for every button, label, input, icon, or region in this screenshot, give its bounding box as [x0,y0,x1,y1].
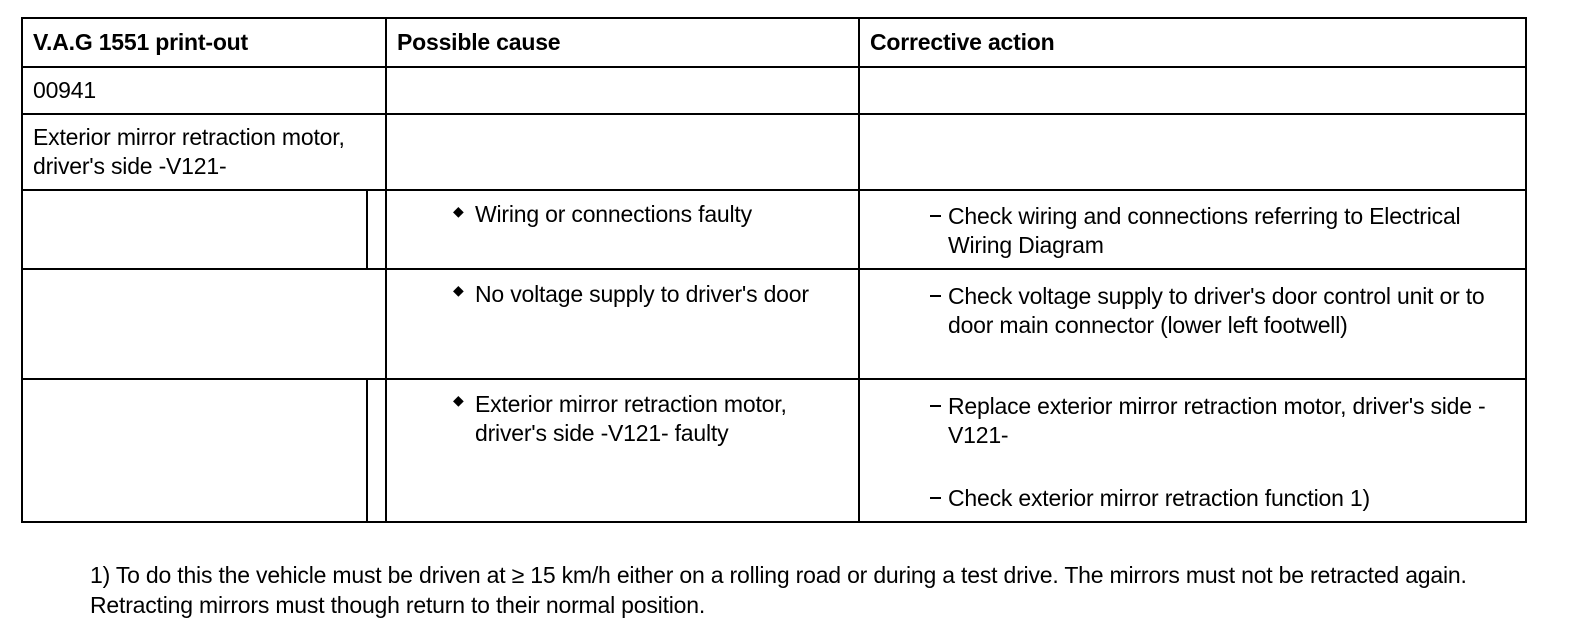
action-text: Check voltage supply to driver's door control unit or to door main connector (lower left footwell) [948,283,1485,338]
header-possible-cause: Possible cause [397,29,561,55]
cause-text: Wiring or connections faulty [475,201,752,227]
column-marker [366,378,368,523]
table-rule [21,113,1527,115]
action-text: Check exterior mirror retraction function 1) [948,485,1370,511]
column-marker [366,189,368,270]
table-rule [21,189,1527,191]
table-rule [21,268,1527,270]
fault-code: 00941 [33,77,96,103]
dash-bullet-icon [930,295,941,297]
table-rule [21,378,1527,380]
dash-bullet-icon [930,405,941,407]
cause-text: No voltage supply to driver's door [475,281,809,307]
footnote: 1) To do this the vehicle must be driven at ≥ 15 km/h either on a rolling road or during a test drive. The mirrors must not be retracted again. Retracting mirrors must though return to their normal position. [90,562,1467,618]
diamond-bullet-icon: ◆ [453,282,464,298]
action-text: Replace exterior mirror retraction motor, driver's side -V121- [948,393,1486,448]
table-rule [21,66,1527,68]
column-rule [858,17,860,523]
cause-text: Exterior mirror retraction motor, driver's side -V121- faulty [475,391,787,446]
action-text: Check wiring and connections referring to Electrical Wiring Diagram [948,203,1461,258]
dash-bullet-icon [930,215,941,217]
diamond-bullet-icon: ◆ [453,392,464,408]
diamond-bullet-icon: ◆ [453,203,464,219]
component-name: Exterior mirror retraction motor, driver's side -V121- [33,124,345,179]
column-rule [385,17,387,523]
header-corrective-action: Corrective action [870,29,1055,55]
header-printout: V.A.G 1551 print-out [33,29,248,55]
dash-bullet-icon [930,497,941,499]
